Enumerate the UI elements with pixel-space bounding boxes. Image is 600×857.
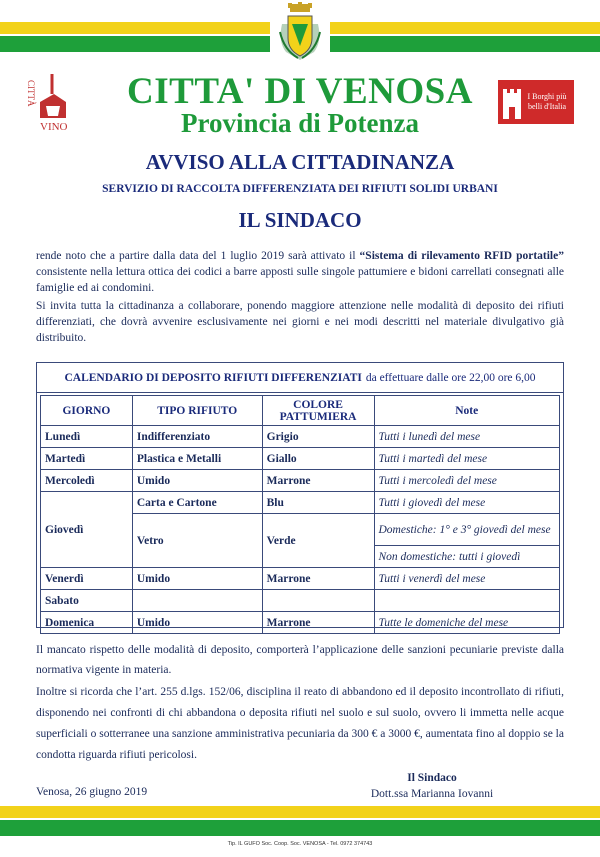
- table-row: [41, 590, 560, 612]
- header-color: COLORE PATTUMIERA: [262, 396, 374, 426]
- note-cell: Tutti i lunedì del mese: [374, 426, 560, 448]
- note-cell: Tutti i venerdì del mese: [374, 568, 560, 590]
- type-cell: [132, 590, 262, 612]
- day-cell: Sabato: [41, 590, 133, 612]
- borghi-italia-text: I Borghi più belli d'Italia: [527, 92, 567, 111]
- color-cell: Marrone: [262, 612, 374, 634]
- table-row: [41, 568, 560, 590]
- intro-text-a: rende noto che a partire dalla data del 1 luglio 2019 sarà attivato il: [36, 250, 360, 262]
- note-cell: Domestiche: 1° e 3° giovedì del mese: [374, 514, 560, 546]
- coat-of-arms-icon: [276, 2, 324, 64]
- note-cell: Non domestiche: tutti i giovedì: [374, 546, 560, 568]
- service-heading: SERVIZIO DI RACCOLTA DIFFERENZIATA DEI RIFIUTI SOLIDI URBANI: [102, 183, 498, 195]
- signature-block: [352, 770, 512, 802]
- calendar-table: [40, 395, 560, 634]
- header-day: GIORNO: [41, 396, 133, 426]
- calendar-title-rest: da effettuare dalle ore 22,00 ore 6,00: [365, 371, 536, 384]
- note-cell: Tutti i mercoledì del mese: [374, 470, 560, 492]
- signature-role: Il Sindaco: [407, 772, 457, 784]
- note-cell: Tutte le domeniche del mese: [374, 612, 560, 634]
- type-cell: Umido: [132, 470, 262, 492]
- intro-text-bold: “Sistema di rilevamento RFID portatile”: [359, 250, 564, 262]
- table-row: [41, 448, 560, 470]
- day-cell: Lunedì: [41, 426, 133, 448]
- color-cell: Blu: [262, 492, 374, 514]
- day-cell: Giovedì: [41, 492, 133, 568]
- color-cell: Marrone: [262, 470, 374, 492]
- table-row: [41, 426, 560, 448]
- svg-text:CITTÀ: CITTÀ: [26, 80, 36, 107]
- invitation-paragraph: Si invita tutta la cittadinanza a collaborare, ponendo maggiore attenzione nelle modalità di deposito dei rifiuti differenziati, che dovrà avvenire esclusivamente nei giorni e nei modi descritti nel materiale divulgativo già distribuito.: [36, 300, 564, 344]
- type-cell: Indifferenziato: [132, 426, 262, 448]
- color-cell: Grigio: [262, 426, 374, 448]
- table-row: [41, 470, 560, 492]
- type-cell: Umido: [132, 568, 262, 590]
- calendar-box: [36, 362, 564, 628]
- type-cell: Plastica e Metalli: [132, 448, 262, 470]
- type-cell: Vetro: [132, 514, 262, 568]
- bottom-green-band: [0, 820, 600, 836]
- note-cell: Tutti i giovedì del mese: [374, 492, 560, 514]
- day-cell: Martedì: [41, 448, 133, 470]
- intro-paragraph: [36, 248, 564, 296]
- svg-text:VINO: VINO: [40, 121, 68, 133]
- header-notes: Note: [374, 396, 560, 426]
- header-type: TIPO RIFIUTO: [132, 396, 262, 426]
- table-row: [41, 492, 560, 514]
- sanctions-paragraph: Il mancato rispetto delle modalità di deposito, comporterà l’applicazione delle sanzioni pecuniarie previste dalla normativa vigente in materia.: [36, 644, 564, 676]
- printer-footer: Tip. IL GUFO Soc. Coop. Soc. VENOSA - Tel. 0972 374743: [227, 841, 373, 847]
- day-cell: Mercoledì: [41, 470, 133, 492]
- signature-name: Dott.ssa Marianna Iovanni: [370, 788, 494, 800]
- note-cell: Tutti i martedì del mese: [374, 448, 560, 470]
- color-cell: [262, 590, 374, 612]
- table-row: [41, 612, 560, 634]
- page-subtitle: Provincia di Potenza: [181, 108, 419, 138]
- calendar-title: [37, 363, 563, 393]
- calendar-title-bold: CALENDARIO DI DEPOSITO RIFIUTI DIFFERENZIATI: [64, 371, 362, 384]
- color-cell: Marrone: [262, 568, 374, 590]
- color-cell: Giallo: [262, 448, 374, 470]
- bottom-yellow-band: [0, 806, 600, 818]
- mayor-heading: IL SINDACO: [238, 208, 362, 232]
- signature-date: Venosa, 26 giugno 2019: [36, 786, 148, 798]
- day-cell: Venerdì: [41, 568, 133, 590]
- note-cell: [374, 590, 560, 612]
- type-cell: Umido: [132, 612, 262, 634]
- type-cell: Carta e Cartone: [132, 492, 262, 514]
- law-paragraph: Inoltre si ricorda che l’art. 255 d.lgs. 152/06, disciplina il reato di abbandono ed il deposito incontrollato di rifiuti, disponendo nei confronti di chi abbandona o deposita rifiuti nel suolo e sul suolo, ovvero li immetta nelle acque superficiali o sotterranee una sanzione amministrativa pecuniaria da 300 € a 3000 €, aumentata fino al doppio se la condotta riguarda rifiuti pericolosi.: [36, 686, 564, 761]
- table-header-row: [41, 396, 560, 426]
- notice-heading: AVVISO ALLA CITTADINANZA: [145, 150, 455, 174]
- citta-del-vino-logo: [18, 72, 78, 134]
- page-title: CITTA' DI VENOSA: [127, 71, 473, 112]
- intro-text-b: consistente nella lettura ottica dei codici a barre apposti sulle singole pattumiere e bidoni carrellati consegnati alle famiglie ed ai condomini.: [36, 266, 564, 294]
- day-cell: Domenica: [41, 612, 133, 634]
- color-cell: Verde: [262, 514, 374, 568]
